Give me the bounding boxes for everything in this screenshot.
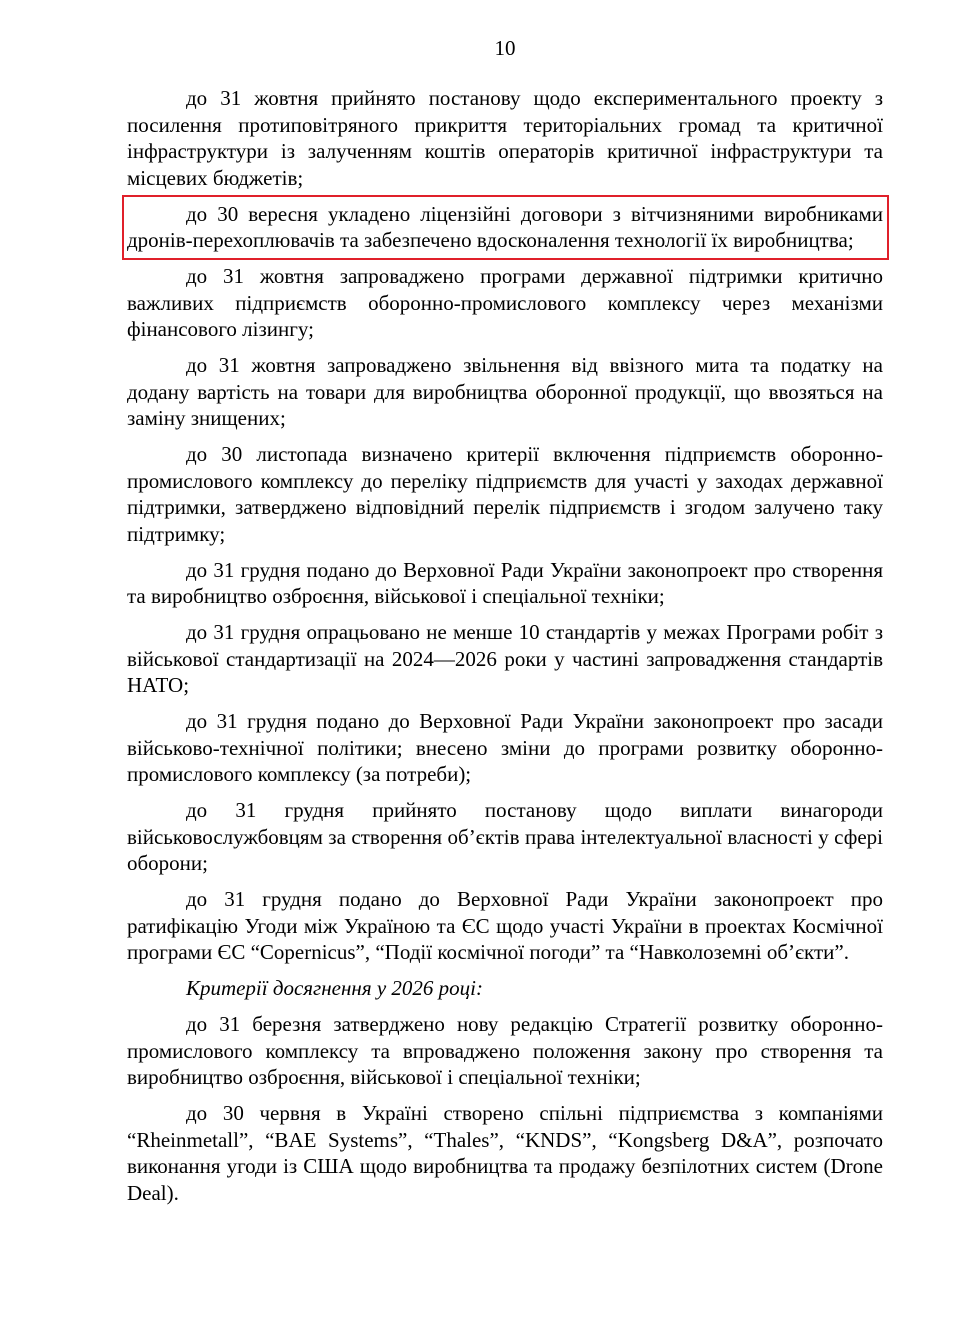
paragraph-13: до 30 червня в Україні створено спільні підприємства з компаніями “Rheinmetall”, “BAE Systems”, “Thales”, “KNDS”, “Kongsberg D&A”, розпочато виконання угоди із США щодо виробництва та продажу безпілотних систем (Drone Deal). [127, 1101, 883, 1205]
page-number: 10 [494, 36, 516, 60]
highlighted-paragraph [127, 201, 883, 254]
section-heading-2026: Критерії досягнення у 2026 році: [186, 976, 483, 1000]
paragraph-5: до 30 листопада визначено критерії включення підприємств оборонно-промислового комплексу до переліку підприємств для участі у заходах державної підтримки, затверджено відповідний перелік підприємств і згодом залучено таку підтримку; [127, 442, 883, 546]
paragraph-8: до 31 грудня подано до Верховної Ради України законопроект про засади військово-технічної політики; внесено зміни до програми розвитку оборонно-промислового комплексу (за потреби); [127, 709, 883, 786]
paragraph-7: до 31 грудня опрацьовано не менше 10 стандартів у межах Програми робіт з військової стандартизації на 2024—2026 роки у частині запровадження стандартів НАТО; [127, 620, 883, 697]
paragraph-4: до 31 жовтня запроваджено звільнення від ввізного мита та податку на додану вартість на товари для виробництва оборонної продукції, що ввозяться на заміну знищених; [127, 353, 883, 430]
paragraph-1: до 31 жовтня прийнято постанову щодо експериментального проекту з посилення протиповітряного прикриття територіальних громад та критичної інфраструктури із залученням коштів операторів критичної інфраструктури та місцевих бюджетів; [127, 86, 883, 190]
document-body [127, 85, 883, 1216]
paragraph-9: до 31 грудня прийнято постанову щодо виплати винагороди військовослужбовцям за створення об’єктів права інтелектуальної власності у сфері оборони; [127, 798, 883, 875]
paragraph-12: до 31 березня затверджено нову редакцію Стратегії розвитку оборонно-промислового комплексу та впроваджено положення закону про створення та виробництво озброєння, військової і спеціальної техніки; [127, 1012, 883, 1089]
paragraph-3: до 31 жовтня запроваджено програми державної підтримки критично важливих підприємств оборонно-промислового комплексу через механізми фінансового лізингу; [127, 264, 883, 341]
paragraph-10: до 31 грудня подано до Верховної Ради України законопроект про ратифікацію Угоди між Україною та ЄС щодо участі України в проектах Космічної програми ЄС “Copernicus”, “Події космічної погоди” та “Навколоземні об’єкти”. [127, 887, 883, 964]
highlighted-paragraph-text: до 30 вересня укладено ліцензійні договори з вітчизняними виробниками дронів-перехоплювачів та забезпечено вдосконалення технології їх виробництва; [127, 201, 883, 252]
paragraph-6: до 31 грудня подано до Верховної Ради України законопроект про створення та виробництво озброєння, військової і спеціальної техніки; [127, 557, 883, 608]
